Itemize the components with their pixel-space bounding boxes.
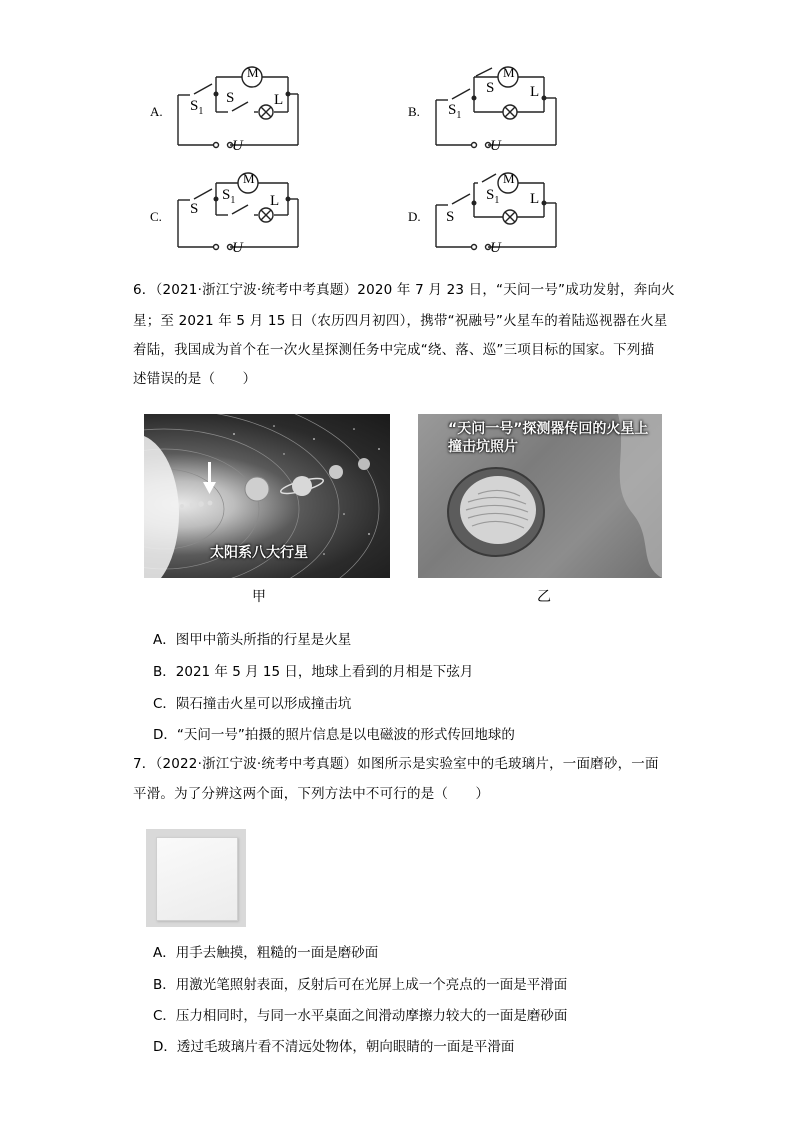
frosted-glass-plate (156, 837, 238, 921)
question-7-line-2: 平滑。为了分辨这两个面，下列方法中不可行的是（ ） (133, 786, 490, 802)
solar-system-image (144, 414, 390, 578)
motor-label: M (503, 65, 515, 80)
lamp-label: L (530, 191, 540, 207)
solar-system-caption: 太阳系八大行星 (210, 545, 308, 561)
switch-s-label: S (446, 209, 455, 225)
motor-label: M (243, 171, 255, 186)
option-label: B. (408, 104, 420, 119)
circuit-option-c (150, 167, 330, 262)
switch-s-label: S (226, 90, 235, 106)
crater-caption-line-1: “天问一号”探测器传回的火星上 (448, 421, 649, 437)
question-6-line-1: 6．（2021·浙江宁波·统考中考真题）2020 年 7 月 23 日，“天问一号”成功发射，奔向火 (133, 282, 675, 298)
option-label: A. (150, 104, 163, 119)
voltage-label: U (490, 138, 501, 154)
question-6-line-2: 星；至 2021 年 5 月 15 日（农历四月初四），携带“祝融号”火星车的着陆巡视器在火星 (133, 313, 668, 329)
q6-choice-a: A．图甲中箭头所指的行星是火星 (153, 632, 352, 648)
q7-choice-b: B．用激光笔照射表面，反射后可在光屏上成一个亮点的一面是平滑面 (153, 977, 568, 993)
q7-choice-d: D．透过毛玻璃片看不清远处物体，朝向眼睛的一面是平滑面 (153, 1039, 515, 1055)
switch-s-label: S (486, 80, 495, 96)
mars-crater-image (418, 414, 662, 578)
image-caption-jia: 甲 (252, 589, 266, 605)
lamp-label: L (530, 84, 540, 100)
q6-choice-c: C．陨石撞击火星可以形成撞击坑 (153, 696, 352, 712)
option-label: C. (150, 209, 162, 224)
question-6-line-4: 述错误的是（ ） (133, 371, 257, 387)
switch-s1-label: $S_1$ (486, 187, 500, 206)
voltage-label: U (490, 240, 501, 256)
motor-label: M (247, 65, 259, 80)
question-7-line-1: 7．（2022·浙江宁波·统考中考真题）如图所示是实验室中的毛玻璃片，一面磨砂，一面 (133, 756, 659, 772)
crater-caption-line-2: 撞击坑照片 (448, 439, 518, 455)
q7-choice-a: A．用手去触摸，粗糙的一面是磨砂面 (153, 945, 379, 961)
q6-choice-b: B．2021 年 5 月 15 日，地球上看到的月相是下弦月 (153, 664, 474, 680)
lamp-label: L (270, 193, 280, 209)
image-caption-yi: 乙 (537, 589, 551, 605)
switch-s-label: S (190, 201, 199, 217)
circuit-option-d (408, 167, 588, 262)
circuit-option-b (408, 62, 588, 157)
lamp-label: L (274, 92, 284, 108)
question-6-line-3: 着陆，我国成为首个在一次火星探测任务中完成“绕、落、巡”三项目标的国家。下列描 (133, 342, 655, 358)
motor-label: M (503, 171, 515, 186)
voltage-label: U (232, 240, 243, 256)
switch-s1-label: $S_1$ (190, 98, 204, 117)
q7-choice-c: C．压力相同时，与同一水平桌面之间滑动摩擦力较大的一面是磨砂面 (153, 1008, 568, 1024)
q6-choice-d: D．“天问一号”拍摄的照片信息是以电磁波的形式传回地球的 (153, 727, 515, 743)
option-label: D. (408, 209, 421, 224)
voltage-label: U (232, 138, 243, 154)
switch-s1-label: $S_1$ (222, 187, 236, 206)
frosted-glass-image (146, 829, 246, 927)
switch-s1-label: $S_1$ (448, 102, 462, 121)
circuit-option-a (150, 62, 330, 157)
